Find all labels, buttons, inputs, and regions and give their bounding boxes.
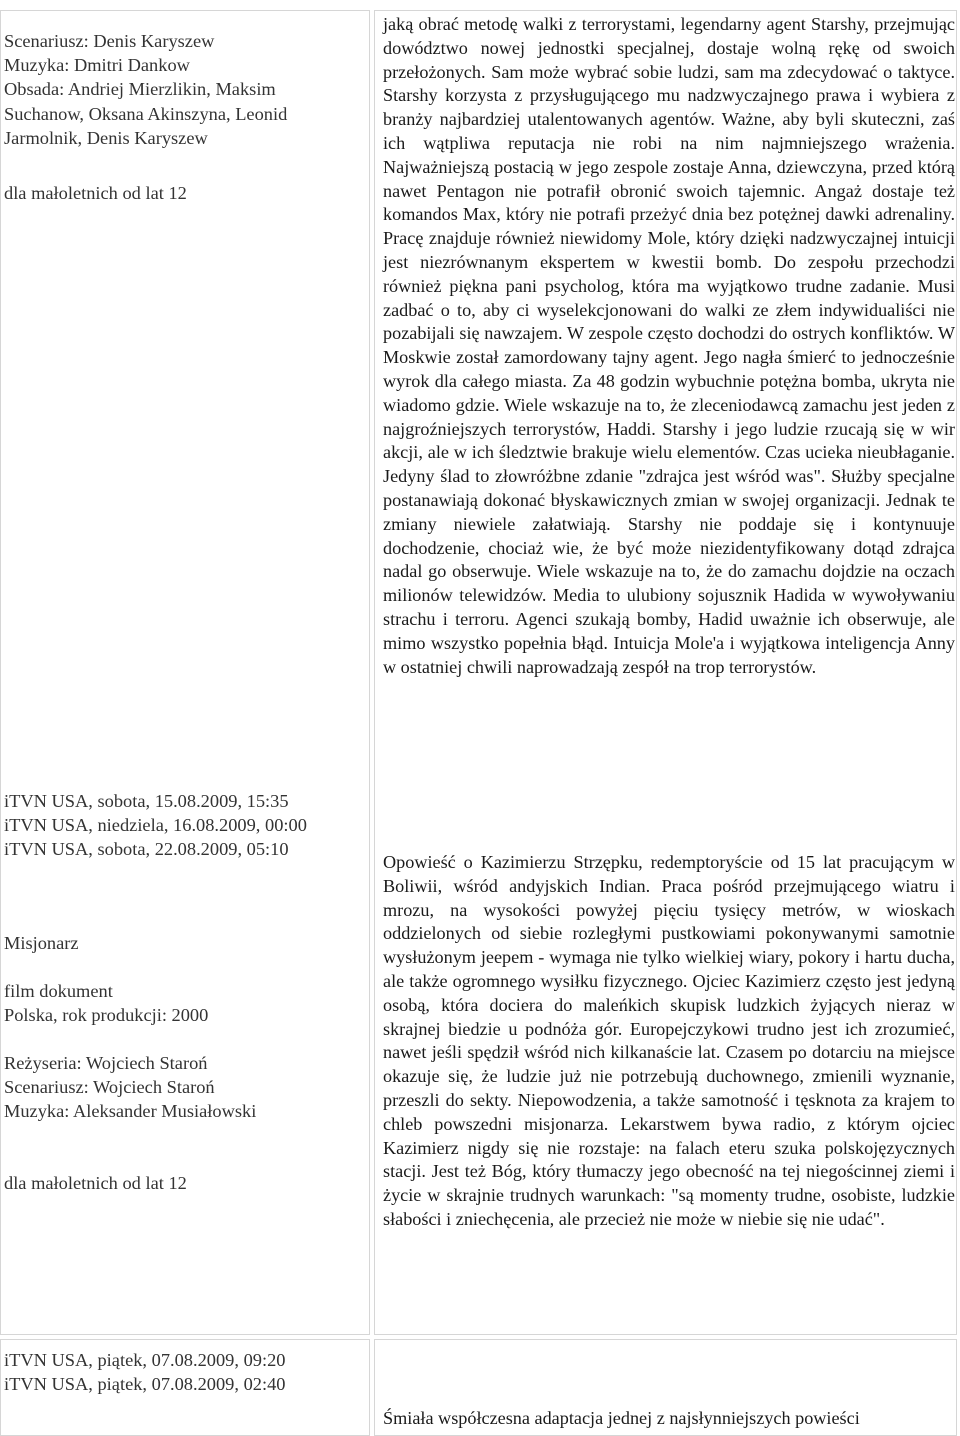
credit-line: Suchanow, Oksana Akinszyna, Leonid	[4, 103, 288, 124]
entry1-schedule	[4, 789, 364, 862]
credit-line: Jarmolnik, Denis Karyszew	[4, 127, 208, 148]
credit-line: Scenariusz: Denis Karyszew	[4, 31, 215, 51]
entry2-country-year: Polska, rok produkcji: 2000	[4, 1005, 209, 1025]
credit-line: Scenariusz: Wojciech Staroń	[4, 1077, 215, 1098]
credit-line: Obsada: Andriej Mierzlikin, Maksim	[4, 79, 276, 100]
entry2-title: Misjonarz	[4, 933, 79, 953]
entry2-description: Opowieść o Kazimierzu Strzępku, redemptoryście od 15 lat pracującym w Boliwii, wśród andyjskich Indian. Praca pośród przejmującego wiatru i mrozu, na wysokości powyżej pięciu tysięcy metrów, w wioskach oddzielonych od siebie rozległymi pustkowiami pokonywanymi samotnie wysłużonym jeepem - wymaga nie tylko wielkiej wiary, pokory i hartu ducha, ale także ogromnego wysiłku fizycznego. Ojciec Kazimierz często jest jedyną osobą, która dociera do maleńkich skupisk ludzkich żyjących nieraz w skrajnej biedzie u podnóża gór. Europejczykowi trudno jest ich zrozumieć, nawet jeśli spędził wśród nich kilkanaście lat. Czasem po dotarciu na miejsce okazuje się, że ludzie już nie potrzebują duchownego, zmienili wyznanie, przeszli do sekty. Niepowodzenia, a także samotność i tęsknota za krajem to chleb powszedni misjonarza. Lekarstwem bywa radio, z którym ojciec Kazimierz nigdy się nie rozstaje: na falach eteru szuka polskojęzycznych stacji. Jest też Bóg, który tłumaczy jego obecność na tej niegościnnej ziemi i życie w skrajnie trudnych warunkach: "są momenty trudne, osobiste, ludzkie słabości i zniechęcenia, ale przecież nie może w niebie się nie udać".	[383, 852, 955, 1229]
schedule-line: iTVN USA, piątek, 07.08.2009, 02:40	[4, 1374, 286, 1395]
schedule-line: iTVN USA, piątek, 07.08.2009, 09:20	[4, 1350, 286, 1370]
entry3-description: Śmiała współczesna adaptacja jednej z najsłynniejszych powieści	[383, 1408, 860, 1428]
entry2-credits	[4, 1051, 364, 1124]
entry2-genre: film dokument	[4, 981, 113, 1001]
entry1-description: jaką obrać metodę walki z terrorystami, legendarny agent Starshy, przejmując dowództwo nowej jednostki specjalnej, dostaje wolną rękę od swoich przełożonych. Sam może wybrać sobie ludzi, sam ma zdecydować o taktyce. Starshy korzysta z przysługującego mu nadzwyczajnego prawa i wybiera z branży najbardziej utalentowanych agentów. Ważne, aby byli skuteczni, zaś ich wątpliwa reputacja nie robi na nim najmniejszego wrażenia. Najważniejszą postacią w jego zespole zostaje Anna, dziewczyna, przed którą nawet Pentagon nie potrafił obronić swoich tajemnic. Angaż dostaje też komandos Max, który nie potrafi przeżyć dnia bez potężnej dawki adrenaliny. Pracę znajduje również niewidomy Mole, który dzięki nadzwyczajnej intuicji jest niezrównanym ekspertem w kwestii bomb. Do zespołu przechodzi również piękna pani psycholog, która ma wyjątkowo trudne zadanie. Musi zadbać o to, aby ci wyselekcjonowani do walki ze złem indywidualiści nie pozabijali się nawzajem. W zespole często dochodzi do ostrych konfliktów. W Moskwie został zamordowany tajny agent. Jego nagła śmierć to jednocześnie wyrok dla całego miasta. Za 48 godzin wybuchnie potężna bomba, ukryta nie wiadomo gdzie. Wiele wskazuje na to, że zleceniodawcą zamachu jest jeden z najgroźniejszych terrorystów, Haddi. Starshy i jego ludzie rzucają się w wir akcji, ale w ich śledztwie brakuje wielu elementów. Czas ucieka nieubłaganie. Jedyny ślad to złowróżbne zdanie "zdrajca jest wśród was". Służby specjalne postanawiają dokonać błyskawicznych zmian w swojej organizacji. Jednak te zmiany niewiele załatwiają. Starshy nie poddaje się i kontynuuje dochodzenie, chociaż wie, że być może niezidentyfikowany dotąd zdrajca nadal go obserwuje. Wiele wskazuje na to, że do zamachu dojdzie na oczach milionów telewidzów. Media to ulubiony sojusznik Hadida w wywoływaniu strachu i terroru. Agenci szukają bomby, Hadid uważnie ich obserwuje, ale mimo wszystko popełnia błąd. Intuicja Mole'a i wyjątkowa inteligencja Anny w ostatniej chwili naprowadzają zespół na trop terrorystów.	[383, 14, 955, 677]
credit-line: Muzyka: Aleksander Musiałowski	[4, 1101, 257, 1122]
entry1-credits	[4, 29, 364, 150]
entry1-meta-cell	[0, 10, 370, 1335]
credit-line: Muzyka: Dmitri Dankow	[4, 55, 190, 76]
credit-line: Reżyseria: Wojciech Staroń	[4, 1053, 208, 1073]
schedule-line: iTVN USA, sobota, 15.08.2009, 15:35	[4, 791, 289, 811]
schedule-line: iTVN USA, sobota, 22.08.2009, 05:10	[4, 839, 289, 860]
entry2-schedule	[4, 1348, 364, 1396]
schedule-line: iTVN USA, niedziela, 16.08.2009, 00:00	[4, 815, 307, 836]
entry2-age-rating: dla małoletnich od lat 12	[4, 1173, 187, 1193]
entry1-age-rating: dla małoletnich od lat 12	[4, 183, 187, 203]
